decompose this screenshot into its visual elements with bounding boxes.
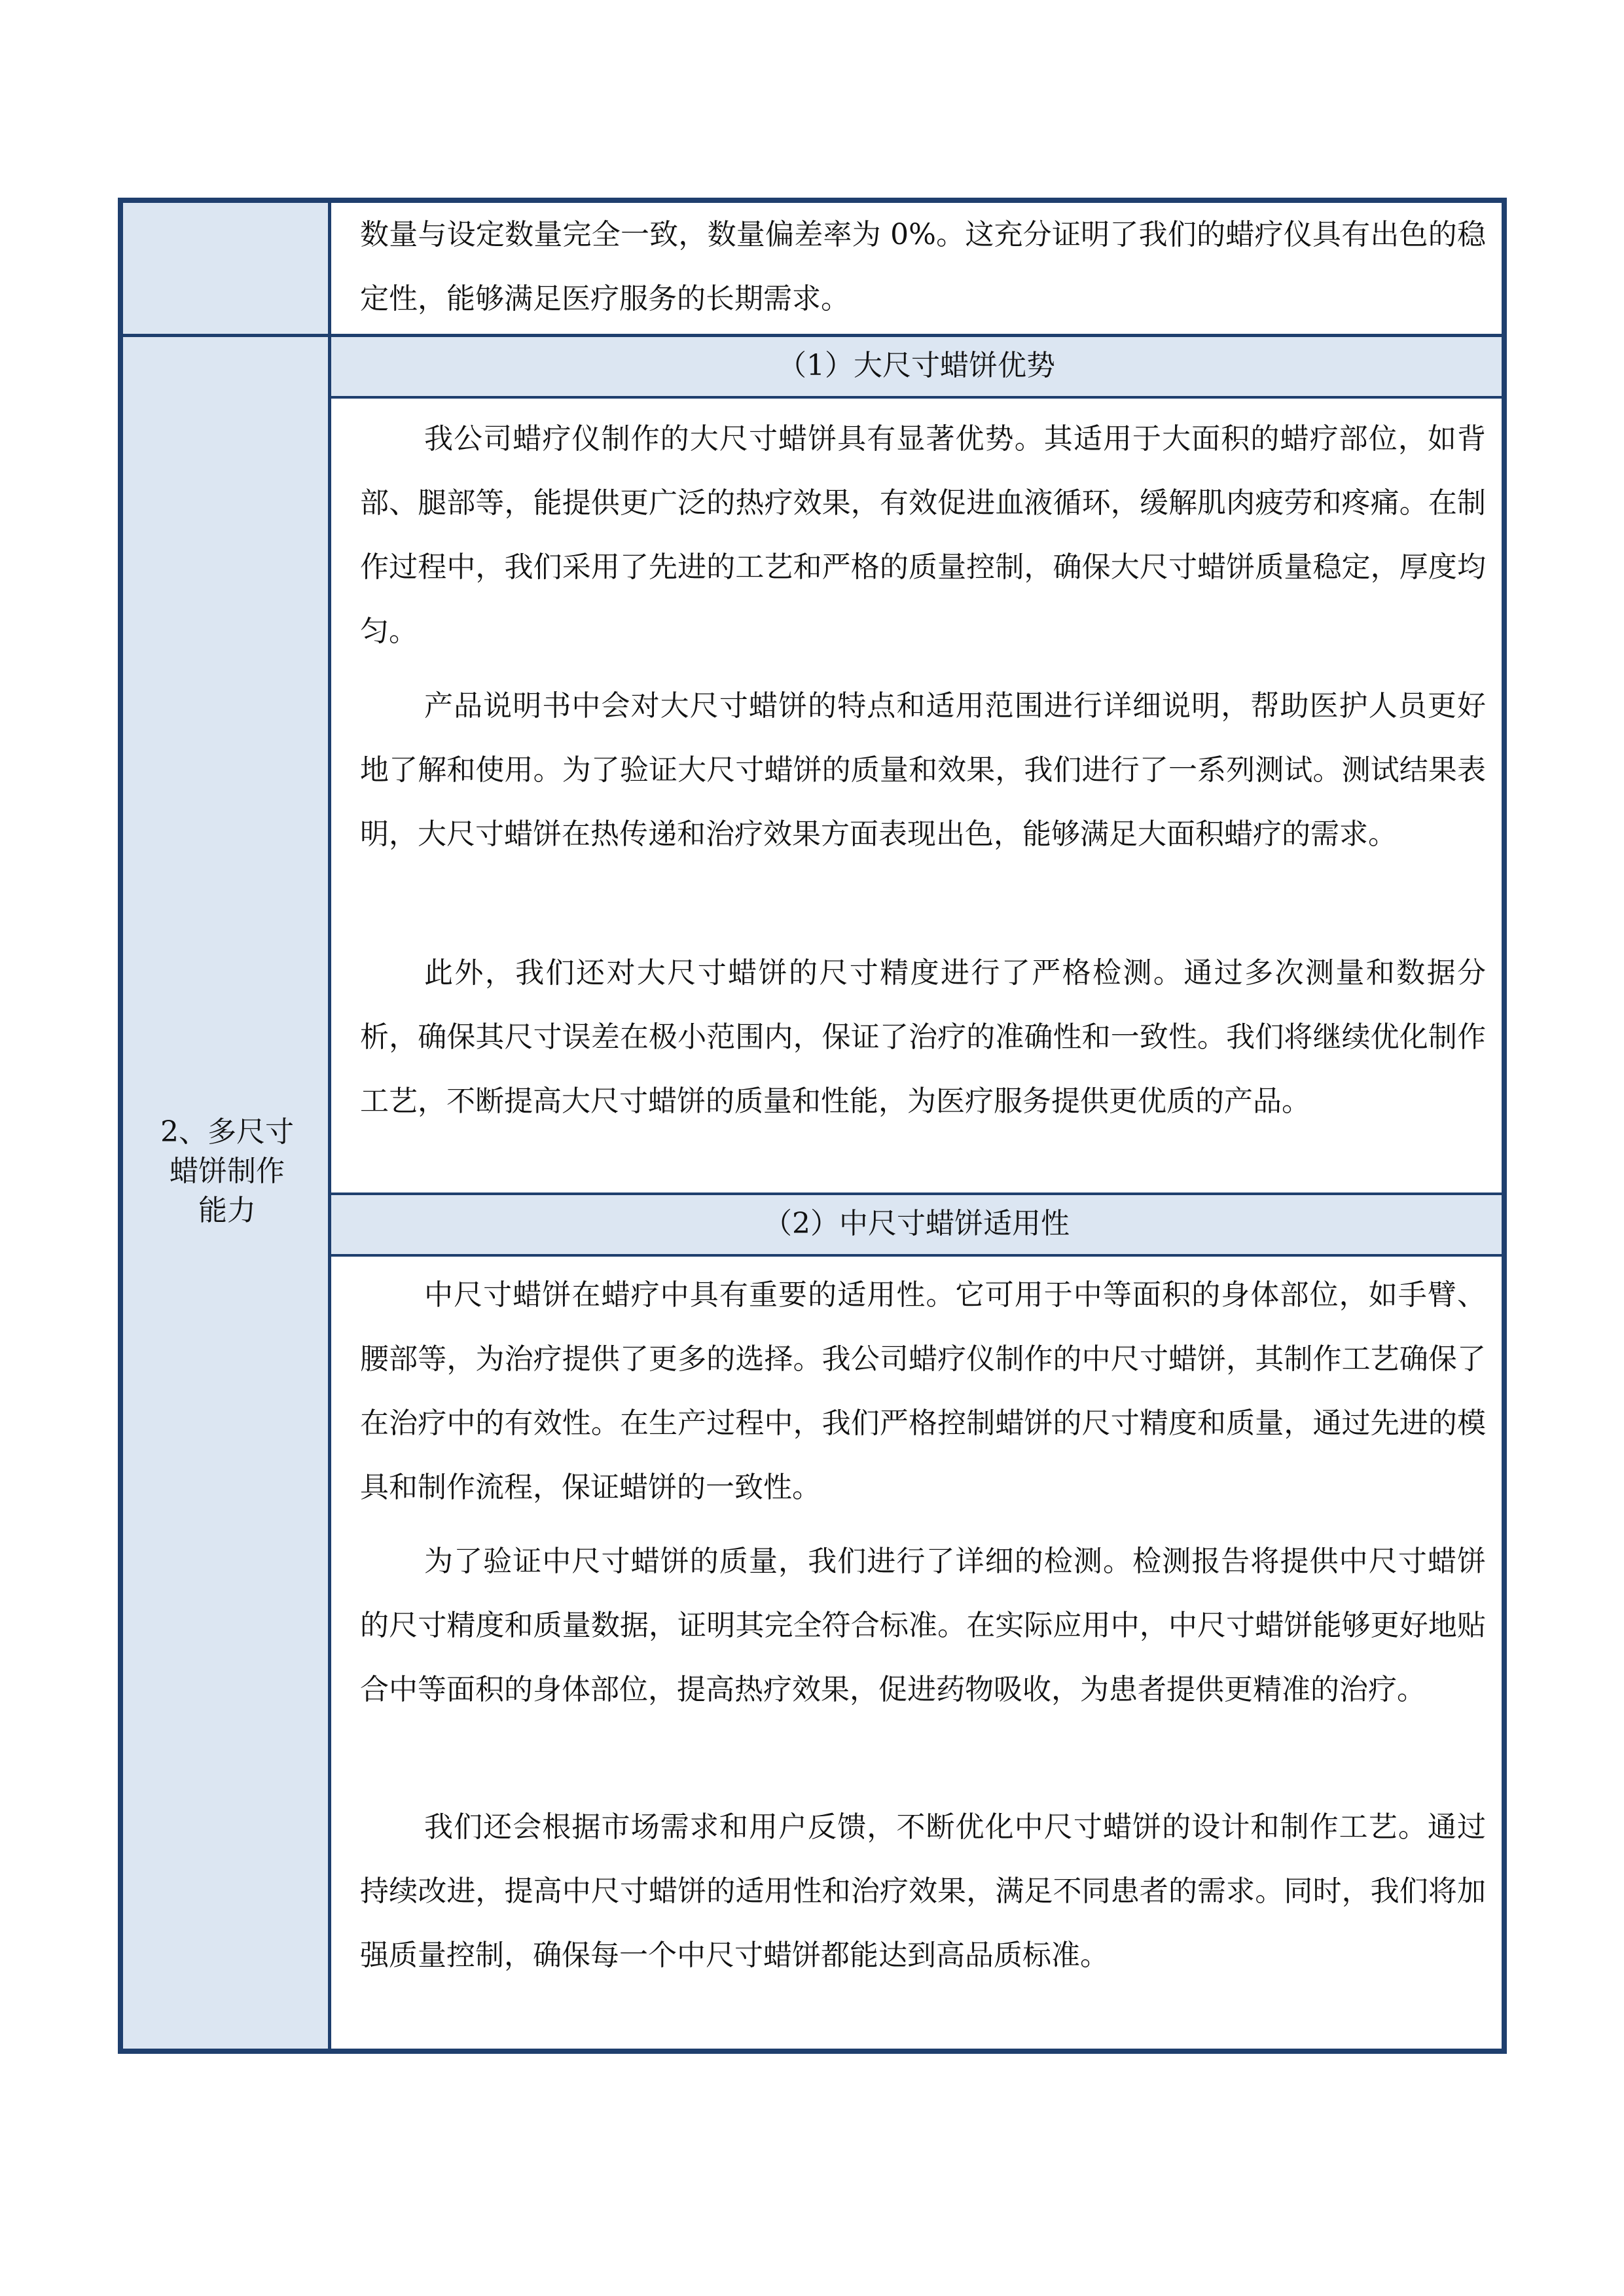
row1-text: 数量与设定数量完全一致，数量偏差率为 0%。这充分证明了我们的蜡疗仪具有出色的稳定性，能够满足医疗服务的长期需求。 (360, 218, 1486, 315)
section1-paragraph-2: 产品说明书中会对大尺寸蜡饼的特点和适用范围进行详细说明，帮助医护人员更好地了解和使用。为了验证大尺寸蜡饼的质量和效果，我们进行了一系列测试。测试结果表明，大尺寸蜡饼在热传递和治疗效果方面表现出色，能够满足大面积蜡疗的需求。 (360, 689, 1486, 851)
section2-paragraph-2: 为了验证中尺寸蜡饼的质量，我们进行了详细的检测。检测报告将提供中尺寸蜡饼的尺寸精度和质量数据，证明其完全符合标准。在实际应用中，中尺寸蜡饼能够更好地贴合中等面积的身体部位，提高热疗效果，促进药物吸收，为患者提供更精准的治疗。 (360, 1545, 1486, 1706)
row2-label-line1: 2、多尺寸 (160, 1115, 294, 1149)
document-table (118, 198, 1507, 2054)
section1-heading: （1）大尺寸蜡饼优势 (778, 349, 1055, 382)
section1-paragraph-1: 我公司蜡疗仪制作的大尺寸蜡饼具有显著优势。其适用于大面积的蜡疗部位，如背部、腿部等，能提供更广泛的热疗效果，有效促进血液循环，缓解肌肉疲劳和疼痛。在制作过程中，我们采用了先进的工艺和严格的质量控制，确保大尺寸蜡饼质量稳定，厚度均匀。 (360, 422, 1486, 648)
section2-paragraph-1: 中尺寸蜡饼在蜡疗中具有重要的适用性。它可用于中等面积的身体部位，如手臂、腰部等，为治疗提供了更多的选择。我公司蜡疗仪制作的中尺寸蜡饼，其制作工艺确保了在治疗中的有效性。在生产过程中，我们严格控制蜡饼的尺寸精度和质量，通过先进的模具和制作流程，保证蜡饼的一致性。 (360, 1278, 1486, 1504)
section2-header-divider (331, 1254, 1502, 1257)
row2-label (123, 1113, 331, 1230)
section1-paragraph-3: 此外，我们还对大尺寸蜡饼的尺寸精度进行了严格检测。通过多次测量和数据分析，确保其尺寸误差在极小范围内，保证了治疗的准确性和一致性。我们将继续优化制作工艺，不断提高大尺寸蜡饼的质量和性能，为医疗服务提供更优质的产品。 (360, 956, 1486, 1118)
row2-label-line3: 能力 (198, 1194, 256, 1227)
row2-label-line2: 蜡饼制作 (170, 1155, 285, 1188)
section2-heading: （2）中尺寸蜡饼适用性 (763, 1207, 1070, 1240)
section2-paragraph-3: 我们还会根据市场需求和用户反馈，不断优化中尺寸蜡饼的设计和制作工艺。通过持续改进，提高中尺寸蜡饼的适用性和治疗效果，满足不同患者的需求。同时，我们将加强质量控制，确保每一个中尺寸蜡饼都能达到高品质标准。 (360, 1810, 1486, 1972)
section1-header-divider (331, 396, 1502, 399)
